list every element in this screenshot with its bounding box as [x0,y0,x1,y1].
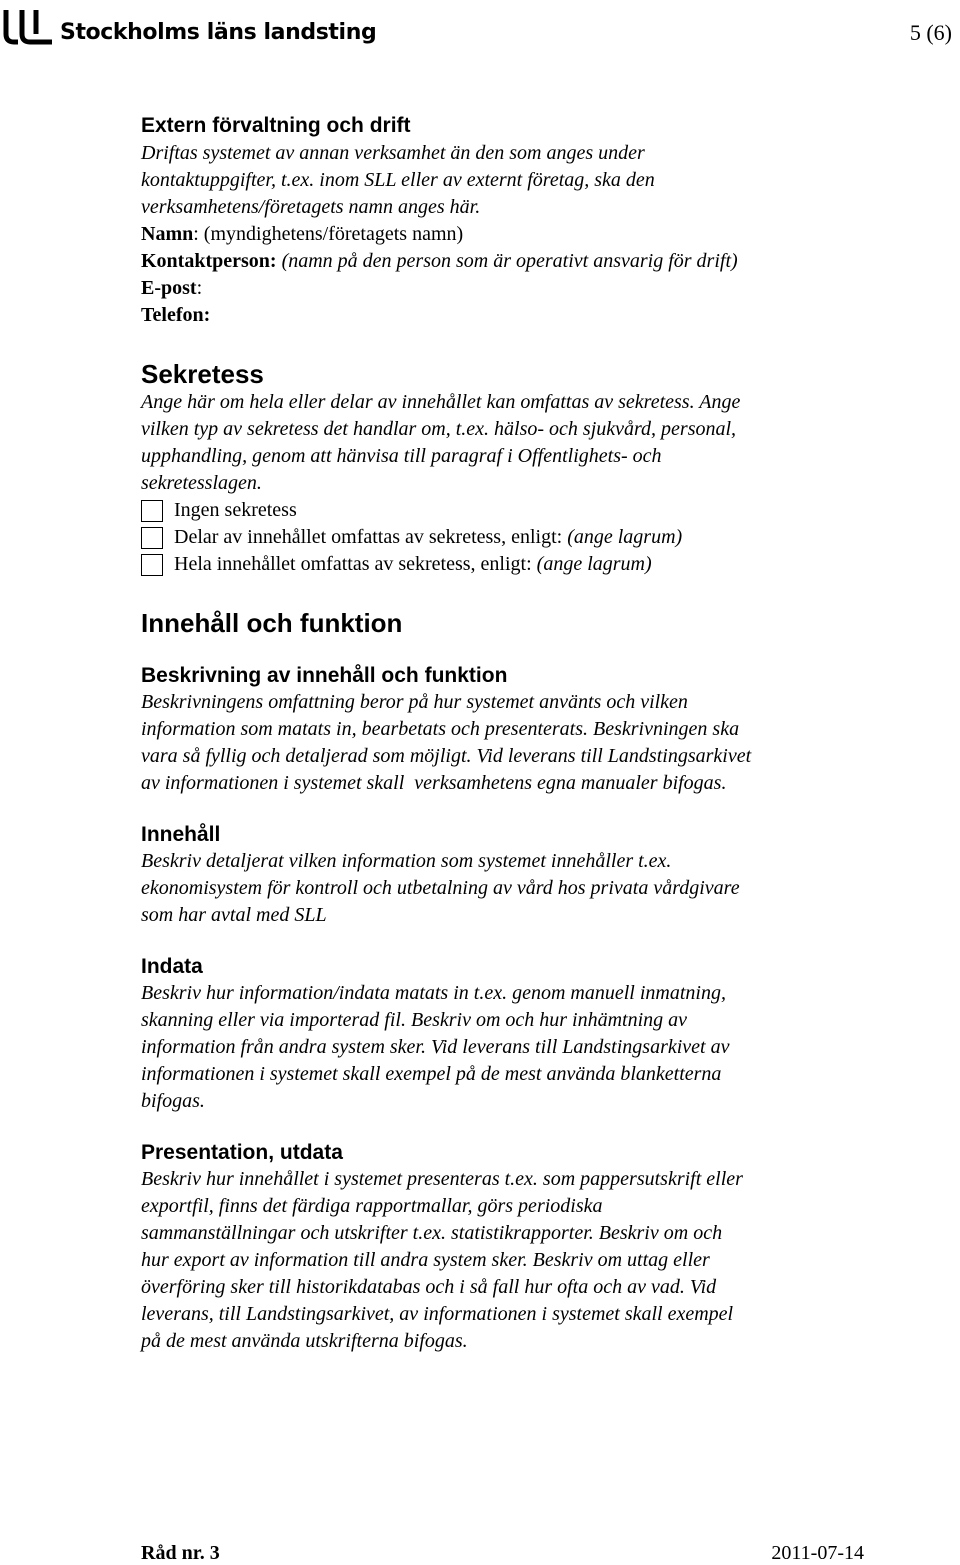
page-number: 5 (6) [909,20,952,45]
footer-date: 2011-07-14 [771,1542,864,1564]
option-label: Delar av innehållet omfattas av sekretess, enligt: [174,526,568,548]
extern-fields [141,221,931,329]
namn-value: : (myndighetens/företagets namn) [193,223,464,245]
text-line: bifogas. [141,1090,205,1112]
text-line: överföring sker till historikdatabas och i så fall hur ofta och av vad. Vid [141,1276,717,1298]
innehall-heading: Innehåll [141,823,221,846]
text-line: Driftas systemet av annan verksamhet än den som anges under [141,142,645,164]
main-content [141,112,931,1355]
text-line: kontaktuppgifter, t.ex. inom SLL eller av externt företag, ska den [141,169,655,191]
org-name: Stockholms läns landsting [60,20,377,45]
text-line: leverans, till Landstingsarkivet, av informationen i systemet skall exempel [141,1303,734,1325]
text-line: Beskriv hur innehållet i systemet presenteras t.ex. som pappersutskrift eller [141,1168,743,1190]
text-line: vilken typ av sekretess det handlar om, t.ex. hälso- och sjukvård, personal, [141,418,737,440]
footer-document-number: Råd nr. 3 [141,1542,220,1564]
text-line: på de mest använda utskrifterna bifogas. [141,1330,468,1352]
indata-heading: Indata [141,955,203,978]
checkbox-icon[interactable] [141,500,163,522]
namn-label: Namn [141,223,194,245]
indata-text [141,980,931,1115]
presentation-heading: Presentation, utdata [141,1141,343,1164]
text-line: exportfil, finns det färdiga rapportmallar, görs periodiska [141,1195,603,1217]
presentation-text [141,1166,931,1355]
option-hint: (ange lagrum) [536,553,652,575]
text-line: informationen i systemet skall exempel på de mest använda blanketterna [141,1063,722,1085]
text-line: hur export av information till andra system sker. Beskriv om uttag eller [141,1249,710,1271]
kontaktperson-field [141,248,931,275]
text-line: sekretesslagen. [141,472,262,494]
sekretess-heading: Sekretess [141,359,264,389]
text-line: skanning eller via importerad fil. Beskriv om och hur inhämtning av [141,1009,688,1031]
text-line: som har avtal med SLL [141,904,327,926]
text-line: Beskriv detaljerat vilken information som systemet innehåller t.ex. [141,850,672,872]
telefon-label: Telefon: [141,304,211,326]
sll-logo-icon [2,8,54,46]
text-line: av informationen i systemet skall verksamhetens egna manualer bifogas. [141,772,727,794]
text-line: vara så fyllig och detaljerad som möjligt. Vid leverans till Landstingsarkivet [141,745,752,767]
option-label: Hela innehållet omfattas av sekretess, enligt: [174,553,537,575]
option-label: Ingen sekretess [174,499,297,521]
option-delar-sekretess[interactable] [141,524,931,551]
kontaktperson-label: Kontaktperson: [141,250,277,272]
text-line: upphandling, genom att hänvisa till paragraf i Offentlighets- och [141,445,662,467]
page-header [0,0,960,70]
kontaktperson-value: (namn på den person som är operativt ansvarig för drift) [276,250,738,272]
sekretess-description [141,389,931,497]
namn-field [141,221,931,248]
extern-heading: Extern förvaltning och drift [141,114,411,137]
text-line: Ange här om hela eller delar av innehållet kan omfattas av sekretess. Ange [141,391,741,413]
option-hela-sekretess[interactable] [141,551,931,578]
text-line: ekonomisystem för kontroll och utbetalning av vård hos privata vårdgivare [141,877,740,899]
text-line: Beskriv hur information/indata matats in t.ex. genom manuell inmatning, [141,982,726,1004]
text-line: information från andra system sker. Vid leverans till Landstingsarkivet av [141,1036,730,1058]
extern-description [141,140,931,221]
text-line: sammanställningar och utskrifter t.ex. statistikrapporter. Beskriv om och [141,1222,723,1244]
beskrivning-heading: Beskrivning av innehåll och funktion [141,664,508,687]
text-line: verksamhetens/företagets namn anges här. [141,196,481,218]
epost-colon: : [196,277,203,299]
checkbox-icon[interactable] [141,554,163,576]
epost-field [141,275,931,302]
innehall-text [141,848,931,929]
text-line: Beskrivningens omfattning beror på hur systemet använts och vilken [141,691,688,713]
checkbox-icon[interactable] [141,527,163,549]
sekretess-options [141,497,931,578]
epost-label: E-post [141,277,197,299]
option-ingen-sekretess[interactable] [141,497,931,524]
innehall-funktion-heading: Innehåll och funktion [141,608,403,638]
option-hint: (ange lagrum) [567,526,683,548]
beskrivning-text [141,689,931,797]
text-line: information som matats in, bearbetats och presenterats. Beskrivningen ska [141,718,740,740]
